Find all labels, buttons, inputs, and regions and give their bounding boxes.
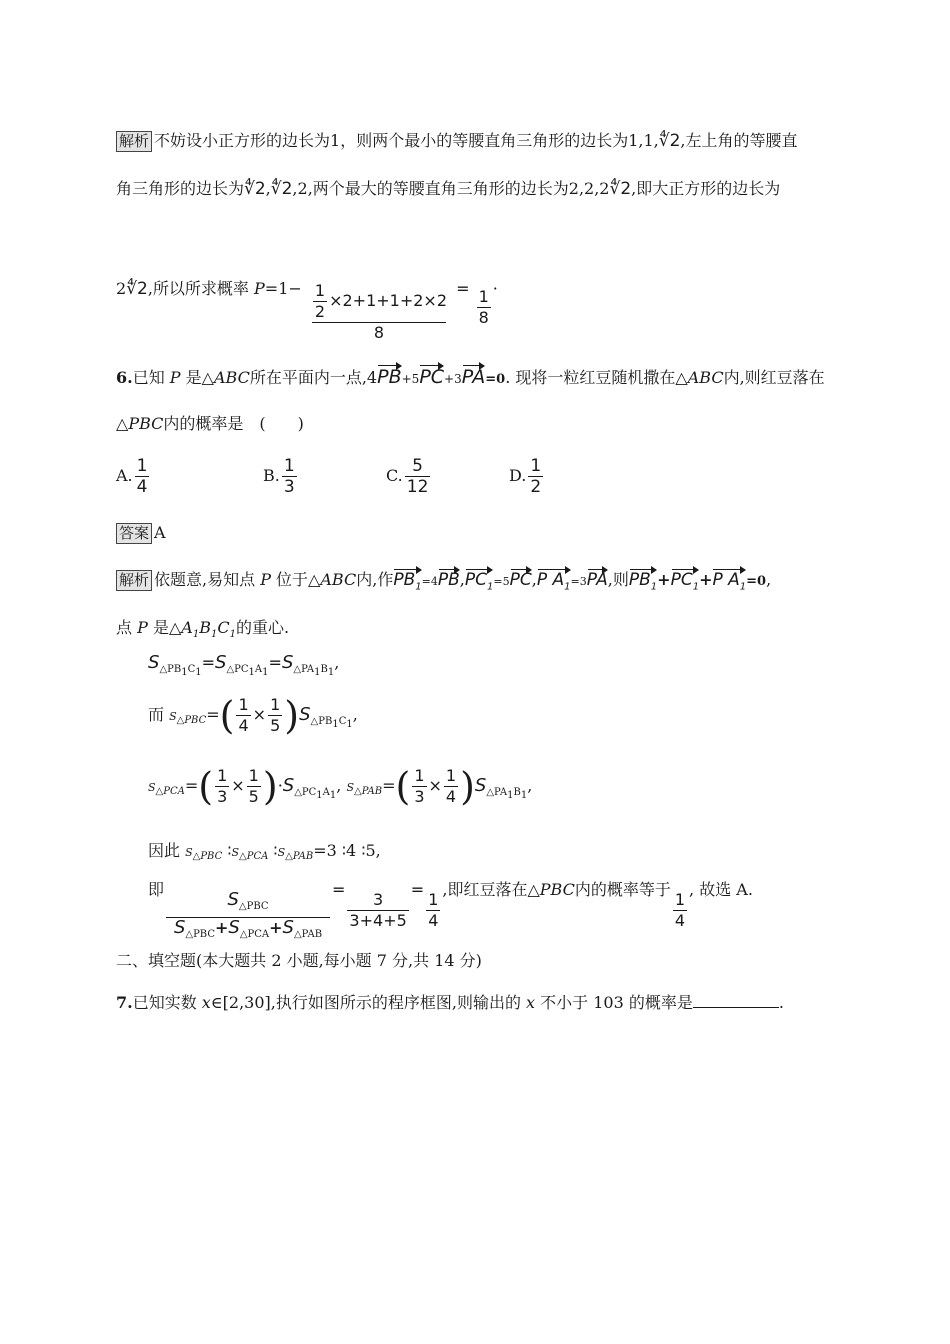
q6-option-b[interactable]: B. $\frac{1}{3}$	[263, 456, 295, 497]
prev-analysis-line-1: 解析 不妨设小正方形的边长为1，则两个最小的等腰直角三角形的边长为1,1,∜2,左上角的等腰直	[116, 128, 797, 152]
prev-analysis-line-3: 2∜2,所以所求概率 P=1− $\frac{1}{2}$ ×2+1+1+2×2 8 = $\frac{1}{8}$ ·	[116, 279, 498, 342]
q6-stem-line-1: 6.已知 P 是△ABC所在平面内一点,4PB+5PC+3PA=0. 现将一粒红豆随机撒在△ABC内,则红豆落在	[116, 360, 825, 388]
answer-tag: 答案	[116, 523, 152, 544]
q6-solution-line-2: 点 P 是$\triangle A_1B_1C_1$的重心.	[116, 618, 290, 641]
q6-stem-line-2: △PBC内的概率是 ( )	[116, 414, 304, 433]
prev-analysis-line-2: 角三角形的边长为∜2,∜2,2,两个最大的等腰直角三角形的边长为2,2,2∜2,即大正方形的边长为	[116, 179, 781, 199]
q6-answer	[116, 523, 166, 544]
analysis-tag: 解析	[116, 570, 152, 591]
q6-number: 6.	[116, 368, 133, 387]
q6-area-pca-pab: $S_{\triangle PCA}=$( $\frac{1}{3}$ × $\frac{1}{5}$ )$\cdot S_{\triangle PC_1A_1}$, $S_{\triangle PAB}=$( $\frac{1}{3}$ × $\frac{1}{4}$ )$S_{\triangle PA_1B_1}$,	[148, 764, 533, 809]
analysis-tag: 解析	[116, 131, 152, 152]
vector-pb: PB	[377, 360, 402, 388]
vector-pa: PA	[462, 360, 486, 388]
q7-stem: 7.已知实数 x∈[2,30],执行如图所示的程序框图,则输出的 x 不小于 103 的概率是 .	[116, 993, 784, 1012]
q6-option-a[interactable]: A. $\frac{1}{4}$	[116, 456, 148, 497]
q6-option-c[interactable]: C. $\frac{5}{12}$	[386, 456, 429, 497]
q7-number: 7.	[116, 993, 133, 1012]
answer-blank[interactable]	[693, 993, 779, 1008]
vector-pc: PC	[419, 360, 444, 388]
answer-value: A	[154, 523, 166, 542]
q6-equal-areas: $S_{\triangle PB_1C_1}=S_{\triangle PC_1A_1}=S_{\triangle PA_1B_1}$,	[148, 652, 340, 679]
q6-solution-line-1: 解析 依题意,易知点 P 位于△ABC内,作$PB_1=4PB,PC_1=5PC,P$ $A_1=3PA$,则$PB_1+PC_1+P$ $A_1=0$,	[116, 564, 771, 592]
probability-fraction: $\frac{1}{2}$ ×2+1+1+2×2 8	[309, 281, 449, 343]
q6-conclusion: 即 $\frac{S_{\triangle PBC}}{S_{\triangle PBC}+S_{\triangle PCA}+S_{\triangle PAB}}$ = $\frac{3}{3+4+5}$ = $\frac{1}{4}$ ,即红豆落在△PBC内的概率等于 $\frac{1}{4}$ , 故选 A.	[148, 877, 753, 945]
q6-ratio: 因此 $S_{\triangle PBC}$ $∶S_{\triangle PCA}$ $∶S_{\triangle PAB}=3$ ∶4 ∶5,	[148, 841, 381, 863]
section-2-heading: 二、填空题(本大题共 2 小题,每小题 7 分,共 14 分)	[116, 951, 482, 970]
q6-area-pbc: 而 $S_{\triangle PBC}=$( $\frac{1}{4}$ × $\frac{1}{5}$ )$S_{\triangle PB_1C_1}$,	[148, 693, 358, 738]
q6-option-d[interactable]: D. $\frac{1}{2}$	[509, 456, 542, 497]
fourth-root-2: ∜2	[658, 131, 681, 151]
